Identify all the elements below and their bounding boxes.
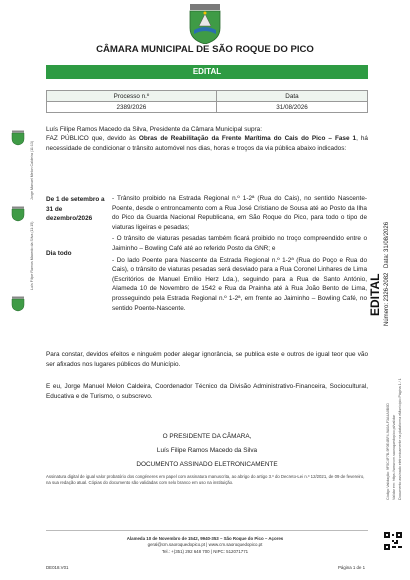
signature-legal-note: Assinatura digital de igual valor probatório dos congéneres em papel com assinatura manuscrita, ao abrigo do artigo 3.º do Decreto-Lei n.º 12/2021, de 09 de fevereiro, na sua redação atual. Cópias do documento são validadas com selo branco em uso na instituição. <box>46 474 365 485</box>
doc-type-banner: EDITAL <box>46 65 368 79</box>
process-number-value: 2389/2026 <box>47 102 217 113</box>
side-validation-url: Validar em: https://www.cm.saoroquedopico.pt/validar <box>392 414 396 500</box>
footer-phone-line: Tel.: +(351) 292 648 700 | NIPC: 512071771 <box>161 548 249 554</box>
side-validation-code: Código Validação: 9F5C4F7B-9F0E4BF4-9A0A-F3A4A0B0D <box>386 403 390 500</box>
signature-crest-icon <box>10 296 26 312</box>
signature-role: O PRESIDENTE DA CÂMARA, <box>162 433 252 440</box>
date-value: 31/08/2026 <box>216 102 367 113</box>
institution-title: CÂMARA MUNICIPAL DE SÃO ROQUE DO PICO <box>96 44 314 55</box>
announcement-paragraph <box>46 134 368 153</box>
left-signature-2: Luís Filipe Ramos Macedo da Silva (11:15) <box>30 221 34 290</box>
announcement-suffix: , há necessidade de condicionar o trânsito automóvel nos dias, horas e troços da via pública abaixo indicados: <box>46 135 368 152</box>
conclusion-paragraph: Para constar, devidos efeitos e ninguém poder alegar ignorância, se publica este e outros de igual teor que vão ser afixados nos lugares públicos do Município. <box>46 351 368 368</box>
qr-code-icon <box>384 532 402 550</box>
footer-divider <box>46 530 368 531</box>
left-signature-1: Jorge Manuel Melon Caldeira (11:13) <box>30 140 34 200</box>
signature-name: Luís Filipe Ramos Macedo da Silva <box>156 447 258 454</box>
side-number: Número: 2326-2082 <box>384 272 390 326</box>
footer-address-line: Alameda 10 de Novembro de 1542, 9940-353 – São Roque do Pico – Açores <box>126 536 284 541</box>
restriction-item: - Trânsito proibido na Estrada Regional n.º 1-2ª (Rua do Cais), no sentido Nascente-Poente, desde o entroncamento com a Rua José Cristiano de Sousa até ao Posto da Ilha do Pico da Guarda Nacional Republicana, em São Roque do Pico, para todo o tipo de viaturas ligeiras e pesadas; <box>112 195 367 231</box>
footer-contact-line: geral@cm.saoroquedopico.pt | www.cm.saoroquedopico.pt <box>147 542 263 548</box>
restriction-item: - O trânsito de viaturas pesadas também ficará proibido no troço compreendido entre o Jaiminho – Bowling Café até ao referido Posto da GNR; e <box>112 235 367 252</box>
signature-crest-icon <box>10 206 26 222</box>
announcement-works-title: Obras de Reabilitação da Frente Marítima do Cais do Pico – Fase 1 <box>138 135 357 142</box>
announcement-prefix: FAZ PÚBLICO que, devido às <box>46 135 139 142</box>
side-edital-label: EDITAL <box>368 273 382 316</box>
side-date: Data: 31/08/2026 <box>384 221 390 268</box>
signature-crest-icon <box>10 130 26 146</box>
footer-address <box>90 536 320 555</box>
side-platform-note: Documento assinado eletronicamente na plataforma eMunicipio Página 1 / 1 <box>398 378 402 500</box>
process-number-label: Processo n.º <box>47 91 217 102</box>
process-meta-table <box>46 90 368 113</box>
subscriber-paragraph: E eu, Jorge Manuel Melon Caldeira, Coordenador Técnico da Divisão Administrativo-Financeira, Sociocultural, Educativa e de Turismo, o subscrevo. <box>46 383 368 400</box>
municipal-crest-logo <box>186 4 224 44</box>
page-number: Página 1 de 1 <box>338 565 366 570</box>
time-label: Dia todo <box>46 250 72 257</box>
period-label: De 1 de setembro a 31 de dezembro/2026 <box>46 196 105 223</box>
date-label: Data <box>216 91 367 102</box>
electronic-signature-notice: DOCUMENTO ASSINADO ELETRONICAMENTE <box>136 461 278 468</box>
document-code: DE018.V01 <box>46 565 69 570</box>
intro-paragraph: Luís Filipe Ramos Macedo da Silva, Presidente da Câmara Municipal supra: <box>46 126 262 133</box>
restrictions-list <box>112 194 367 315</box>
restriction-item: - Do lado Poente para Nascente da Estrada Regional n.º 1-2ª (Rua do Poço e Rua do Cais), o trânsito de viaturas pesadas será desviado para a Rua Coronel Linhares de Lima (Escritórios de Manuel Emílio Herz Lda.), seguindo para a Rua de Santo António, Alameda 10 de Novembro de 1542 e Rua da Prainha até à Rua João Bento de Lima, prosseguindo pela Estrada Regional n.º 1-2ª, em frente ao Jaiminho – Bowling Café, no sentido Poente-Nascente. <box>112 256 367 312</box>
